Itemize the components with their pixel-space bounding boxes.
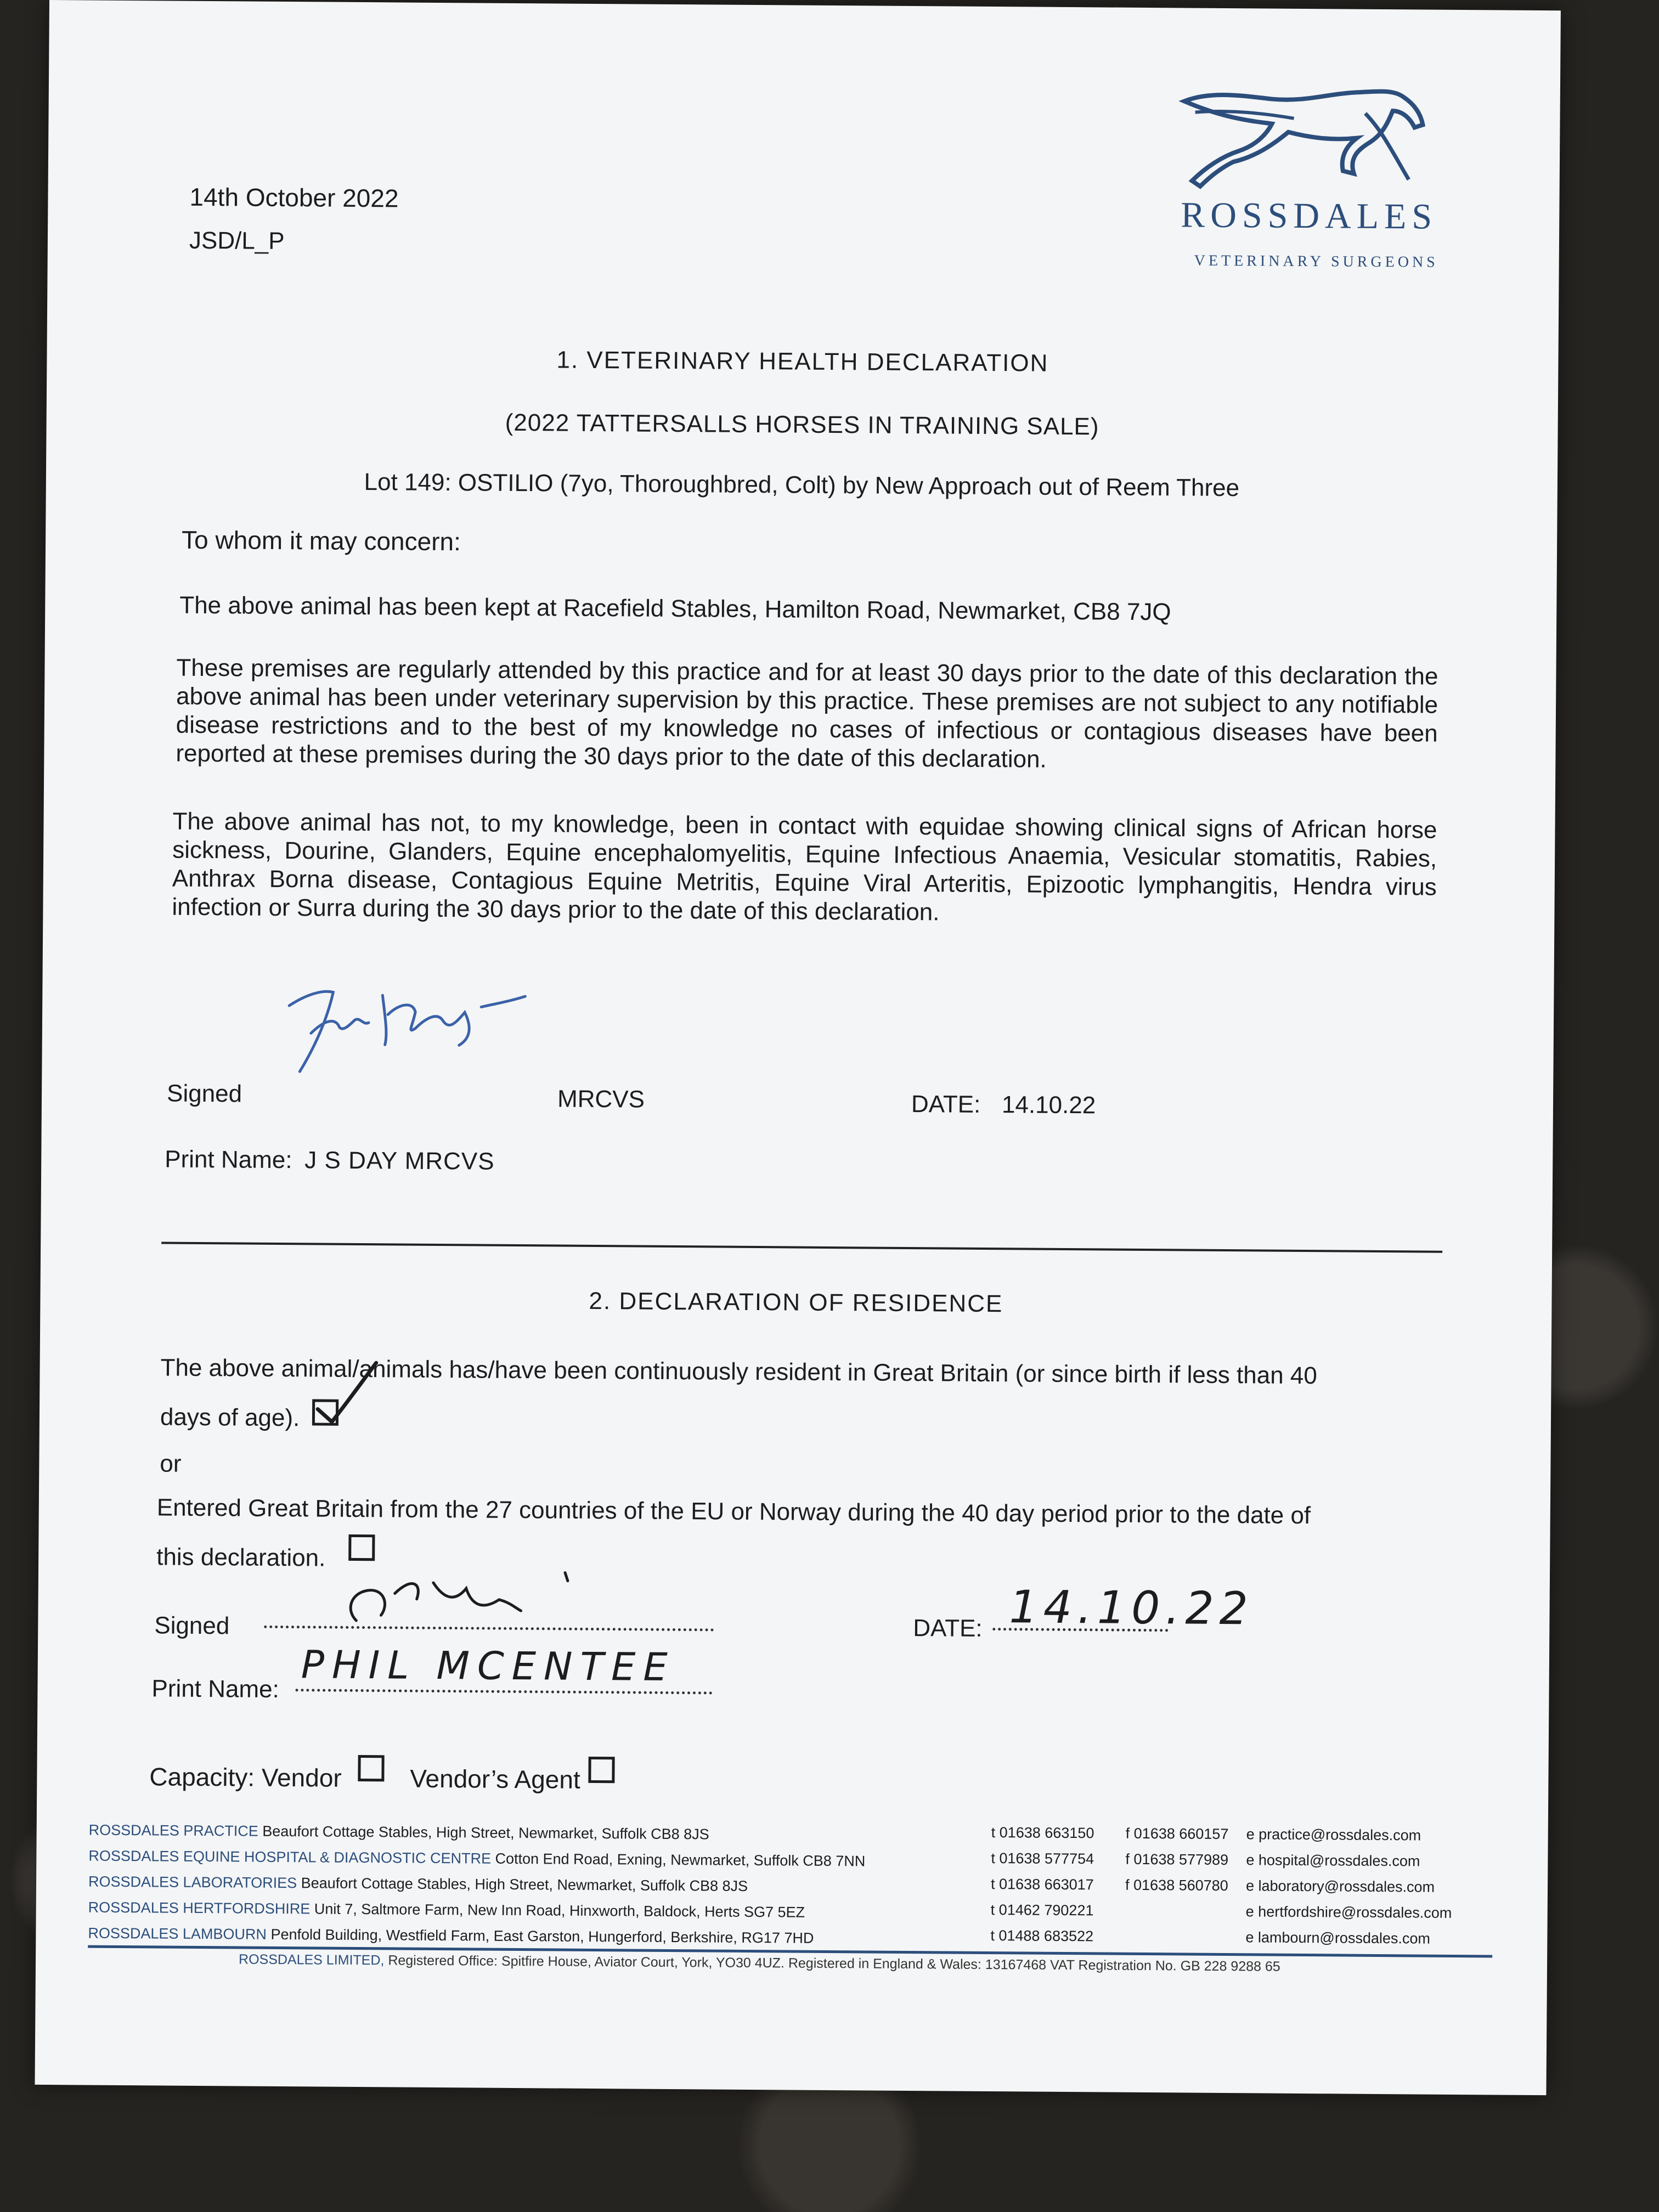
owner-print-name-line[interactable] bbox=[295, 1689, 712, 1694]
vendors-agent-label: Vendor’s Agent bbox=[410, 1764, 580, 1794]
footer-location: ROSSDALES PRACTICE Beaufort Cottage Stables, High Street, Newmarket, Suffolk CB8 8JS bbox=[88, 1821, 709, 1843]
capacity-label: Capacity: Vendor bbox=[149, 1762, 342, 1792]
vet-signed-label: Signed bbox=[166, 1080, 242, 1108]
owner-print-name-label: Print Name: bbox=[151, 1675, 279, 1703]
owner-name-handwritten: PHIL MCENTEE bbox=[301, 1642, 675, 1690]
residence-option2-text-cont: this declaration. bbox=[156, 1543, 326, 1572]
section2-heading: 2. DECLARATION OF RESIDENCE bbox=[589, 1287, 1003, 1318]
footer-location: ROSSDALES LAMBOURN Penfold Building, Westfield Farm, East Garston, Hungerford, Berkshire, RG17 7HD bbox=[88, 1925, 814, 1946]
premises-statement: The above animal has been kept at Racefield Stables, Hamilton Road, Newmarket, CB8 7JQ bbox=[179, 591, 1171, 626]
footer-location: ROSSDALES LABORATORIES Beaufort Cottage Stables, High Street, Newmarket, Suffolk CB8 8JS bbox=[88, 1873, 748, 1894]
checkmark-icon bbox=[311, 1357, 383, 1429]
horse-logo-icon bbox=[1178, 79, 1443, 278]
owner-date-label: DATE: bbox=[913, 1615, 983, 1642]
vet-signature-icon bbox=[272, 973, 558, 1085]
section1-heading: 1. VETERINARY HEALTH DECLARATION bbox=[556, 346, 1049, 377]
contact-paragraph: The above animal has not, to my knowledge, been in contact with equidae showing clinical signs of African horse sickness, Dourine, Glanders, Equine encephalomyelitis, Equine Infectious Anaemia, Vesicular stomatitis, Rabies, Anthrax Borna disease, Contagious Equine Metritis, Equine Viral Arteritis, Epizootic lymphangitis, Hendra virus infection or Surra during the 30 days prior to the date of this declaration. bbox=[172, 808, 1437, 926]
document-reference: JSD/L_P bbox=[189, 227, 285, 255]
salutation: To whom it may concern: bbox=[181, 525, 461, 556]
footer-faxes: f 01638 660157 f 01638 577989 f 01638 560780 bbox=[1125, 1825, 1229, 1894]
vendor-checkbox[interactable] bbox=[358, 1755, 384, 1781]
owner-signature-icon bbox=[323, 1560, 631, 1639]
declaration-document bbox=[35, 0, 1560, 2095]
vet-print-name-label: Print Name: bbox=[165, 1146, 292, 1174]
mrcvs-label: MRCVS bbox=[557, 1085, 645, 1113]
vet-date-label: DATE: bbox=[911, 1091, 981, 1118]
footer-registration: ROSSDALES LIMITED, Registered Office: Spitfire House, Aviator Court, York, YO30 4UZ. Registered in England & Wales: 13167468 VAT Registration No. GB 228 9288 65 bbox=[238, 1951, 1280, 1974]
footer-phones: t 01638 663150 t 01638 577754 t 01638 663017 t 01462 790221 t 01488 683522 bbox=[990, 1824, 1094, 1945]
vendors-agent-checkbox[interactable] bbox=[588, 1757, 614, 1783]
residence-option1-text: The above animal/animals has/have been continuously resident in Great Britain (or since birth if less than 40 bbox=[160, 1354, 1317, 1390]
lot-description: Lot 149: OSTILIO (7yo, Thoroughbred, Colt) by New Approach out of Reem Three bbox=[364, 469, 1240, 502]
section-divider bbox=[161, 1242, 1442, 1252]
footer-emails: e practice@rossdales.com e hospital@rossdales.com e laboratory@rossdales.com e hertfordshire@rossdales.com e lambourn@rossdales.com bbox=[1245, 1826, 1452, 1947]
footer-location: ROSSDALES EQUINE HOSPITAL & DIAGNOSTIC CENTRE Cotton End Road, Exning, Newmarket, Suffolk CB8 7NN bbox=[88, 1847, 866, 1870]
section1-subheading: (2022 TATTERSALLS HORSES IN TRAINING SALE) bbox=[505, 409, 1099, 441]
footer-locations bbox=[88, 1818, 866, 1952]
logo-subtitle: VETERINARY SURGEONS bbox=[1194, 252, 1438, 271]
owner-date-handwritten: 14.10.22 bbox=[1009, 1581, 1254, 1635]
residence-option2-text: Entered Great Britain from the 27 countries of the EU or Norway during the 40 day period prior to the date of bbox=[156, 1494, 1311, 1530]
footer-location: ROSSDALES HERTFORDSHIRE Unit 7, Saltmore Farm, New Inn Road, Hinxworth, Baldock, Herts SG7 5EZ bbox=[88, 1899, 805, 1921]
logo-wordmark: ROSSDALES bbox=[1181, 195, 1438, 237]
or-label: or bbox=[160, 1450, 182, 1477]
supervision-paragraph: These premises are regularly attended by this practice and for at least 30 days prior to the date of this declaration the above animal has been under veterinary supervision by this practice. These premises are not subject to any notifiable disease restrictions and to the best of my knowledge no cases of infectious or contagious diseases have been reported at these premises during the 30 days prior to the date of this declaration. bbox=[176, 654, 1438, 773]
vet-print-name-value: J S DAY MRCVS bbox=[304, 1147, 495, 1175]
residence-option1-text-cont: days of age). bbox=[160, 1403, 300, 1432]
residence-option2-checkbox[interactable] bbox=[348, 1534, 375, 1561]
owner-signed-label: Signed bbox=[154, 1612, 230, 1640]
document-date: 14th October 2022 bbox=[189, 182, 399, 213]
vet-date-value: 14.10.22 bbox=[1001, 1091, 1096, 1119]
